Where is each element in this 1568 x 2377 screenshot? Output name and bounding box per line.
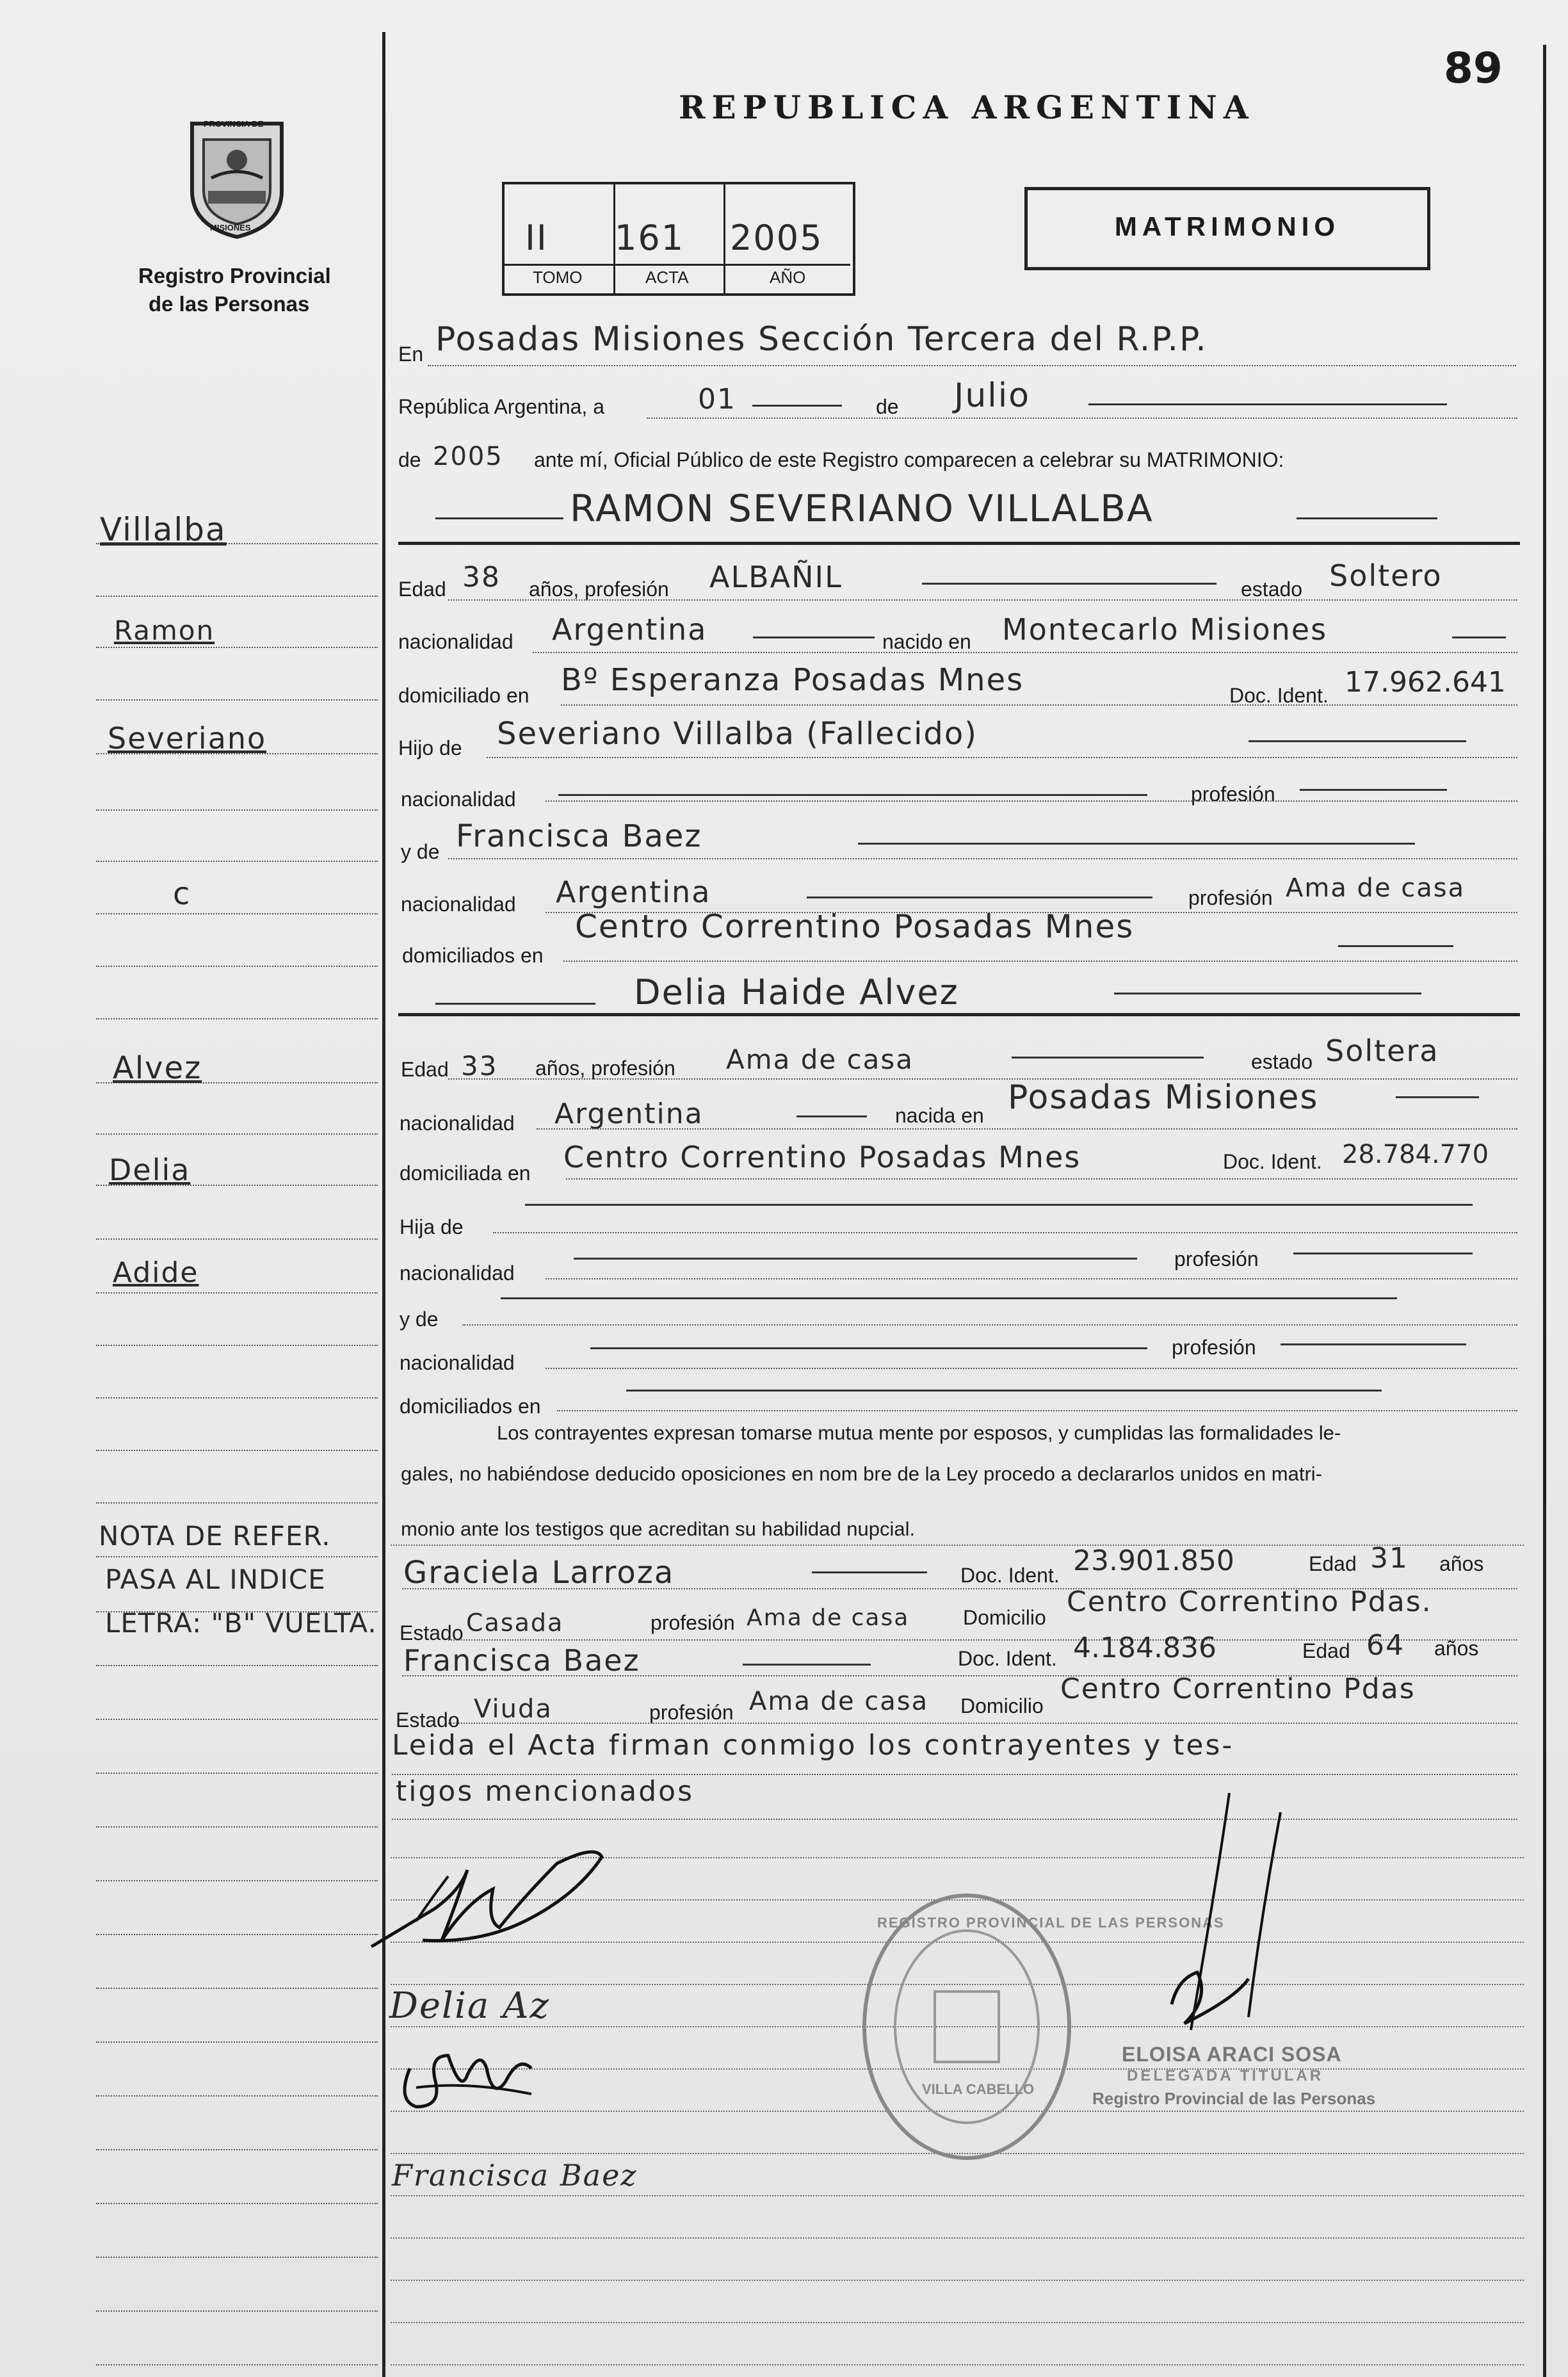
groom-age: 38 bbox=[462, 561, 501, 594]
witness1-status: Casada bbox=[466, 1609, 564, 1637]
groom-signature bbox=[365, 1831, 615, 1959]
bride-signature: Delia Az bbox=[389, 1985, 550, 2027]
margin-given-name-2: Severiano bbox=[108, 721, 267, 756]
margin-note-line2: PASA AL INDICE bbox=[105, 1564, 326, 1595]
margin-bride-surname: Alvez bbox=[113, 1050, 202, 1086]
witness1-doc: 23.901.850 bbox=[1073, 1545, 1234, 1577]
witness2-address: Centro Correntino Pdas bbox=[1060, 1673, 1416, 1705]
registry-name-line2: de las Personas bbox=[149, 292, 310, 316]
bride-mother-nationality-label: nacionalidad bbox=[400, 1351, 515, 1374]
crest-label-bottom: MISIONES bbox=[210, 223, 251, 232]
bride-birthplace: Posadas Misiones bbox=[1008, 1078, 1319, 1117]
mother-profession-label: profesión bbox=[1188, 886, 1273, 909]
groom-nationality: Argentina bbox=[552, 612, 707, 647]
republica-label: República Argentina, a bbox=[398, 395, 604, 418]
groom-doc-label: Doc. Ident. bbox=[1229, 684, 1329, 707]
bride-age: 33 bbox=[461, 1050, 498, 1082]
bride-father-nationality-label: nacionalidad bbox=[400, 1262, 515, 1285]
year-prefix: de bbox=[398, 448, 421, 471]
witness2-doc-label: Doc. Ident. bbox=[958, 1647, 1057, 1670]
groom-address: Bº Esperanza Posadas Mnes bbox=[561, 662, 1024, 698]
margin-conjunction: c bbox=[173, 876, 191, 912]
registry-name-line1: Registro Provincial bbox=[138, 264, 331, 288]
en-label: En bbox=[398, 343, 424, 366]
margin-groom-surname: Villalba bbox=[100, 511, 227, 548]
margin-note-line1: NOTA DE REFER. bbox=[99, 1520, 331, 1552]
witness1-age-label: Edad bbox=[1309, 1552, 1357, 1575]
witness2-name: Francisca Baez bbox=[403, 1643, 640, 1678]
day-value: 01 bbox=[698, 383, 736, 416]
declaration-line3: monio ante los testigos que acreditan su habilidad nupcial. bbox=[401, 1518, 916, 1540]
mother-nationality-label: nacionalidad bbox=[401, 893, 516, 916]
groom-status: Soltero bbox=[1329, 558, 1443, 593]
bride-address: Centro Correntino Posadas Mnes bbox=[563, 1140, 1081, 1174]
bride-father-profession-label: profesión bbox=[1174, 1247, 1259, 1270]
witness2-address-label: Domicilio bbox=[960, 1694, 1044, 1717]
witness2-doc: 4.184.836 bbox=[1073, 1632, 1216, 1664]
bride-name-separator bbox=[398, 1013, 1520, 1016]
father-nationality-label: nacionalidad bbox=[401, 788, 516, 811]
tomo-value: II bbox=[525, 218, 548, 258]
witness2-age-label: Edad bbox=[1302, 1639, 1350, 1662]
groom-profession: ALBAÑIL bbox=[709, 560, 843, 594]
witness1-profession: Ama de casa bbox=[747, 1605, 910, 1631]
bride-profession: Ama de casa bbox=[726, 1044, 914, 1075]
witness1-signature bbox=[391, 2030, 551, 2120]
groom-birthplace: Montecarlo Misiones bbox=[1002, 612, 1328, 647]
bride-status-label: estado bbox=[1251, 1050, 1313, 1073]
bride-status: Soltera bbox=[1325, 1034, 1439, 1068]
witness1-status-label: Estado bbox=[400, 1621, 464, 1644]
declaration-line1: Los contrayentes expresan tomarse mutua mente por esposos, y cumplidas las formalidades le- bbox=[497, 1422, 1341, 1444]
bride-profession-label: años, profesión bbox=[535, 1057, 675, 1080]
groom-father: Severiano Villalba (Fallecido) bbox=[497, 716, 978, 752]
witness2-profession: Ama de casa bbox=[749, 1687, 929, 1716]
witness2-profession-label: profesión bbox=[649, 1701, 734, 1724]
crest-label-top: PROVINCIA DE bbox=[204, 119, 264, 129]
bride-name: Delia Haide Alvez bbox=[634, 972, 959, 1012]
bride-doc: 28.784.770 bbox=[1342, 1140, 1489, 1169]
declaration-line2: gales, no habiéndose deducido oposiciones en nom bre de la Ley procedo a declararlos unidos en matri- bbox=[401, 1463, 1322, 1485]
bride-birthplace-label: nacida en bbox=[895, 1104, 984, 1127]
margin-given-name-1: Ramon bbox=[114, 615, 215, 646]
witness1-anios-label: años bbox=[1439, 1552, 1484, 1575]
anio-value: 2005 bbox=[730, 218, 823, 258]
groom-mother: Francisca Baez bbox=[456, 818, 702, 854]
witness1-address-label: Domicilio bbox=[963, 1606, 1046, 1629]
place-value: Posadas Misiones Sección Tercera del R.P.P. bbox=[435, 320, 1208, 359]
month-value: Julio bbox=[954, 377, 1031, 415]
witness1-address: Centro Correntino Pdas. bbox=[1067, 1586, 1432, 1618]
witness2-signature: Francisca Baez bbox=[392, 2158, 638, 2193]
bride-nationality-label: nacionalidad bbox=[400, 1112, 515, 1135]
bride-parents-address-label: domiciliados en bbox=[400, 1395, 541, 1418]
groom-name: RAMON SEVERIANO VILLALBA bbox=[570, 487, 1154, 530]
closing-line2: tigos mencionados bbox=[396, 1775, 695, 1808]
groom-address-label: domiciliado en bbox=[398, 684, 529, 707]
bride-mother-profession-label: profesión bbox=[1172, 1336, 1256, 1359]
margin-note-line3: LETRA: "B" VUELTA. bbox=[105, 1607, 377, 1639]
official-name: ELOISA ARACI SOSA bbox=[1122, 2043, 1342, 2066]
tomo-label: TOMO bbox=[533, 268, 583, 287]
groom-birthplace-label: nacido en bbox=[882, 630, 971, 653]
parents-address-label: domiciliados en bbox=[402, 944, 544, 967]
acta-label: ACTA bbox=[645, 268, 689, 287]
bride-father-label: Hija de bbox=[400, 1215, 464, 1238]
record-box-label-rule bbox=[505, 264, 850, 266]
closing-line1: Leida el Acta firman conmigo los contrayentes y tes- bbox=[392, 1729, 1234, 1762]
groom-age-label: Edad bbox=[398, 578, 446, 601]
official-signature bbox=[1140, 1787, 1306, 2056]
mother-nationality: Argentina bbox=[556, 875, 711, 909]
margin-divider bbox=[382, 32, 385, 2377]
country-title: REPUBLICA ARGENTINA bbox=[679, 88, 1255, 126]
de-label: de bbox=[876, 395, 899, 418]
bride-address-label: domiciliada en bbox=[400, 1162, 531, 1185]
witness1-name: Graciela Larroza bbox=[403, 1555, 675, 1591]
bride-mother-label: y de bbox=[400, 1308, 439, 1331]
groom-name-separator bbox=[398, 542, 1520, 545]
bride-nationality: Argentina bbox=[554, 1098, 704, 1130]
acta-value: 161 bbox=[615, 218, 685, 258]
groom-doc: 17.962.641 bbox=[1345, 666, 1506, 699]
margin-given-name-3: Delia bbox=[109, 1153, 191, 1187]
anio-label: AÑO bbox=[770, 268, 806, 287]
right-border bbox=[1543, 45, 1546, 2377]
witness2-status: Viuda bbox=[474, 1694, 553, 1724]
father-label: Hijo de bbox=[398, 736, 462, 759]
margin-given-name-4: Adide bbox=[113, 1256, 199, 1289]
record-box-divider-2 bbox=[723, 184, 725, 293]
witness1-profession-label: profesión bbox=[651, 1611, 735, 1634]
groom-status-label: estado bbox=[1241, 578, 1303, 601]
witness2-age: 64 bbox=[1366, 1629, 1405, 1662]
witness2-anios-label: años bbox=[1434, 1637, 1479, 1660]
record-type: MATRIMONIO bbox=[1114, 211, 1341, 241]
stamp-center-text: VILLA CABELLO bbox=[922, 2081, 1035, 2097]
witness1-age: 31 bbox=[1370, 1542, 1409, 1575]
page-number: 89 bbox=[1444, 44, 1503, 93]
groom-nationality-label: nacionalidad bbox=[398, 630, 513, 653]
witness2-status-label: Estado bbox=[396, 1708, 460, 1732]
mother-profession: Ama de casa bbox=[1286, 873, 1466, 903]
official-organization: Registro Provincial de las Personas bbox=[1092, 2089, 1376, 2108]
bride-age-label: Edad bbox=[401, 1058, 449, 1081]
witness1-doc-label: Doc. Ident. bbox=[960, 1564, 1060, 1587]
mother-label: y de bbox=[401, 840, 440, 863]
groom-profession-label: años, profesión bbox=[529, 578, 669, 601]
father-profession-label: profesión bbox=[1191, 783, 1275, 806]
appear-text: ante mí, Oficial Público de este Registro comparecen a celebrar su MATRIMONIO: bbox=[534, 448, 1284, 471]
official-title: DELEGADA TITULAR bbox=[1127, 2067, 1324, 2084]
parents-address: Centro Correntino Posadas Mnes bbox=[575, 908, 1135, 945]
year-value: 2005 bbox=[433, 442, 503, 471]
bride-doc-label: Doc. Ident. bbox=[1223, 1150, 1322, 1173]
stamp-ring-text: REGISTRO PROVINCIAL DE LAS PERSONAS bbox=[877, 1915, 1225, 1931]
